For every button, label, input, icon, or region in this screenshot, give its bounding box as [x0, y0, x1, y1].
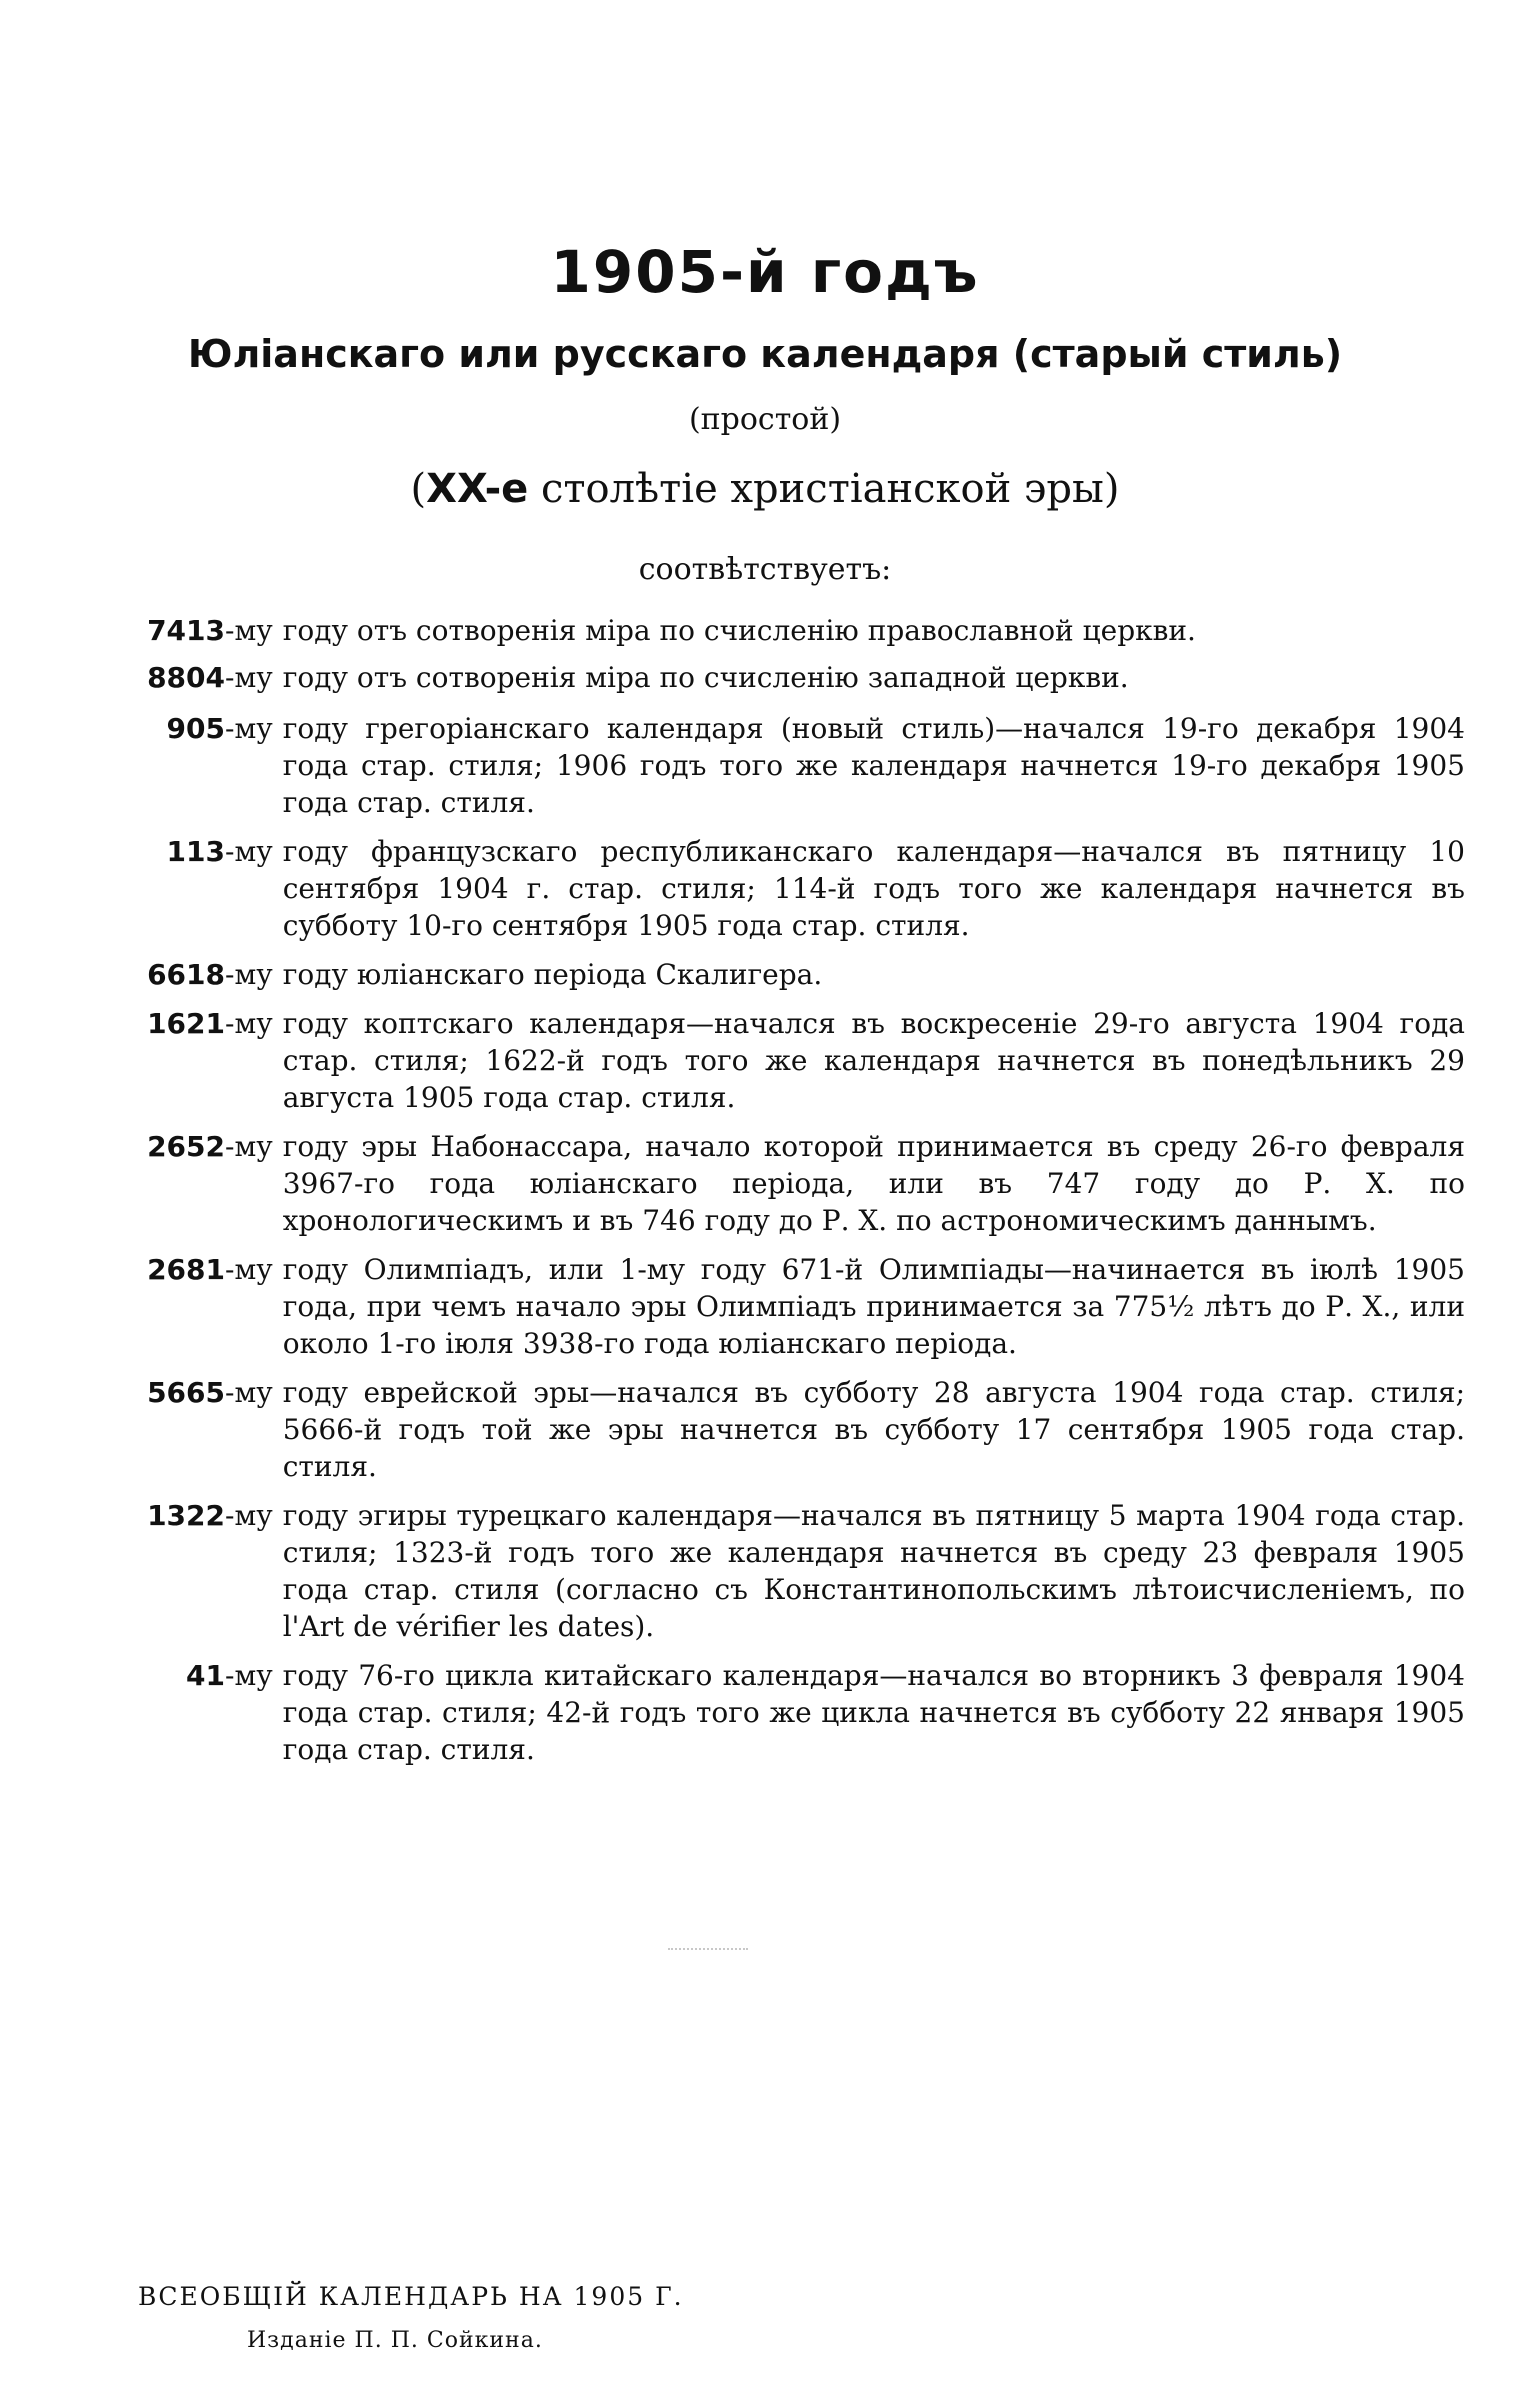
list-item	[95, 1005, 1465, 1116]
page-subtitle: Юліанскаго или русскаго календаря (старый стиль)	[187, 332, 1343, 376]
century-number: XX-е	[426, 466, 529, 512]
entry-number: 1322	[147, 1499, 225, 1532]
list-item	[95, 612, 1465, 649]
entry-suffix: -му	[225, 1253, 273, 1286]
entry-text: году грегоріанскаго календаря (новый стиль)—начался 19-го декабря 1904 года стар. стиля; 1906 годъ того же календаря начнется 19-го декабря 1905 года стар. стиля.	[282, 712, 1465, 819]
footer-publication: ВСЕОБЩІЙ КАЛЕНДАРЬ НА 1905 Г.	[138, 2282, 684, 2311]
entry-suffix: -му	[225, 1659, 273, 1692]
entry-suffix: -му	[225, 1130, 273, 1163]
entry-text: году отъ сотворенія міра по счисленію православной церкви.	[282, 614, 1196, 647]
entry-text: году юліанскаго періода Скалигера.	[282, 958, 823, 991]
entry-suffix: -му	[225, 661, 273, 694]
entry-number: 2652	[147, 1130, 225, 1163]
century-line	[0, 466, 1530, 512]
entry-number: 905	[166, 712, 225, 745]
list-item	[95, 1374, 1465, 1485]
entry-suffix: -му	[225, 1376, 273, 1409]
entry-text: году французскаго республиканскаго календаря—начался въ пятницу 10 сентября 1904 г. стар. стиля; 114-й годъ того же календаря начнется въ субботу 10-го сентября 1905 года стар. стиля.	[282, 835, 1465, 942]
entry-suffix: -му	[225, 1499, 273, 1532]
entry-number: 113	[166, 835, 225, 868]
entry-number: 8804	[147, 661, 225, 694]
entry-text: году отъ сотворенія міра по счисленію западной церкви.	[282, 661, 1129, 694]
entry-text: году Олимпіадъ, или 1-му году 671-й Олимпіады—начинается въ іюлѣ 1905 года, при чемъ начало эры Олимпіадъ принимается за 775½ лѣтъ до Р. Х., или около 1-го іюля 3938-го года юліанскаго періода.	[282, 1253, 1465, 1360]
entry-suffix: -му	[225, 1007, 273, 1040]
entry-text: году эгиры турецкаго календаря—начался въ пятницу 5 марта 1904 года стар. стиля; 1323-й годъ того же календаря начнется въ среду 23 февраля 1905 года стар. стиля (согласно съ Константинопольскимъ лѣтоисчисленіемъ, по l'Art de vérifier les dates).	[282, 1499, 1465, 1643]
footer-publisher: Изданіе П. П. Сойкина.	[247, 2328, 543, 2353]
corresponds-heading: соотвѣтствуетъ:	[638, 552, 892, 587]
entry-number: 6618	[147, 958, 225, 991]
list-item	[95, 710, 1465, 821]
century-rest: столѣтіе христіанской эры)	[528, 466, 1120, 512]
entry-number: 7413	[147, 614, 225, 647]
page-title: 1905-й годъ	[550, 238, 980, 306]
dotted-divider	[668, 1948, 748, 1950]
list-item	[95, 1657, 1465, 1768]
entry-list	[95, 612, 1465, 1768]
entry-text: году эры Набонассара, начало которой принимается въ среду 26-го февраля 3967-го года юліанскаго періода, или въ 747 году до Р. Х. по хронологическимъ и въ 746 году до Р. Х. по астрономическимъ даннымъ.	[282, 1130, 1465, 1237]
entry-number: 5665	[147, 1376, 225, 1409]
entry-number: 2681	[147, 1253, 225, 1286]
list-item	[95, 1128, 1465, 1239]
entry-text: году еврейской эры—начался въ субботу 28 августа 1904 года стар. стиля; 5666-й годъ той же эры начнется въ субботу 17 сентября 1905 года стар. стиля.	[282, 1376, 1465, 1483]
entry-text: году коптскаго календаря—начался въ воскресеніе 29-го августа 1904 года стар. стиля; 1622-й годъ того же календаря начнется въ понедѣльникъ 29 августа 1905 года стар. стиля.	[282, 1007, 1465, 1114]
list-item	[95, 956, 1465, 993]
century-open: (	[410, 466, 427, 512]
list-item	[95, 1251, 1465, 1362]
entry-number: 41	[186, 1659, 225, 1692]
simple-note: (простой)	[688, 402, 842, 437]
entry-suffix: -му	[225, 614, 273, 647]
entry-suffix: -му	[225, 835, 273, 868]
list-item	[95, 833, 1465, 944]
entry-text: году 76-го цикла китайскаго календаря—начался во вторникъ 3 февраля 1904 года стар. стиля; 42-й годъ того же цикла начнется въ субботу 22 января 1905 года стар. стиля.	[282, 1659, 1465, 1766]
entry-number: 1621	[147, 1007, 225, 1040]
list-item	[95, 659, 1465, 696]
entry-suffix: -му	[225, 712, 273, 745]
entry-suffix: -му	[225, 958, 273, 991]
list-item	[95, 1497, 1465, 1645]
